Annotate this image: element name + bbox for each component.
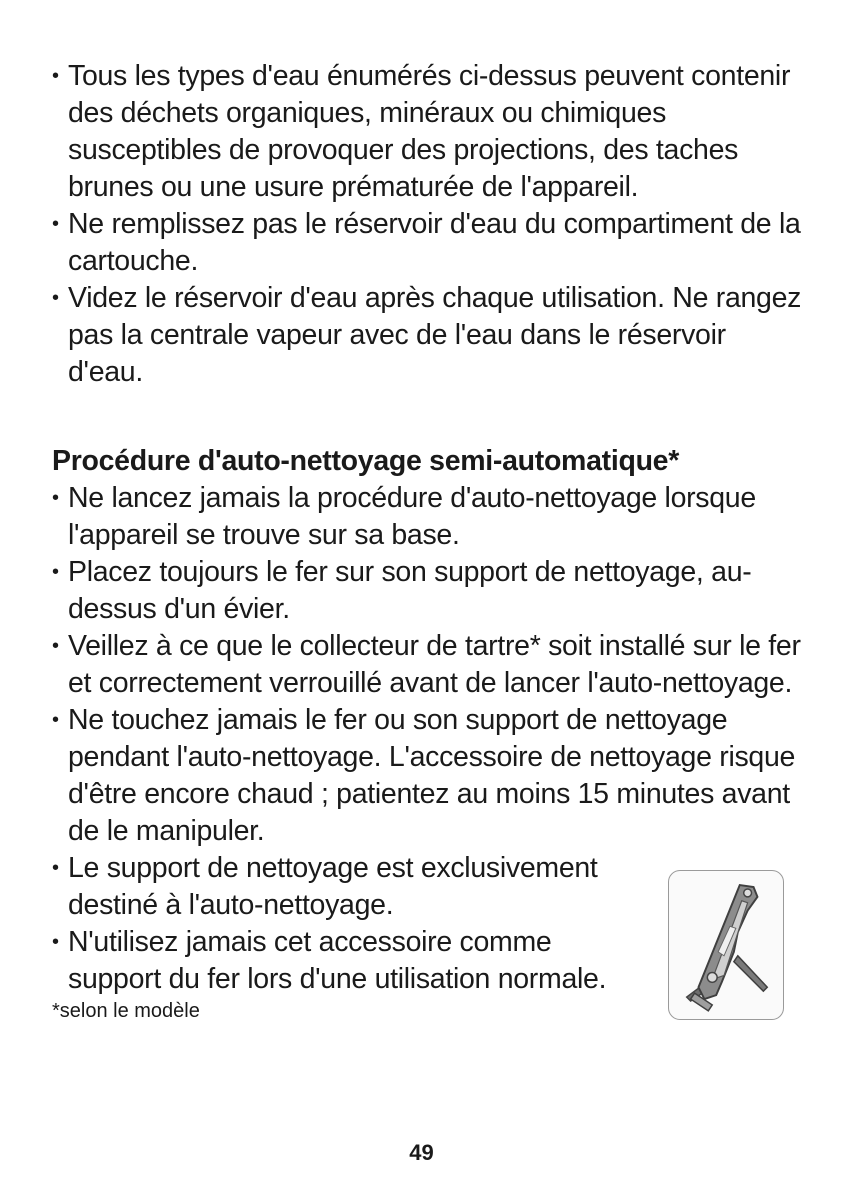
list-item bbox=[52, 280, 808, 391]
list-item bbox=[52, 58, 808, 206]
bullet-text: Videz le réservoir d'eau après chaque utilisation. Ne rangez pas la centrale vapeur avec de l'eau dans le réservoir d'eau. bbox=[68, 282, 802, 388]
bullet-point: • bbox=[52, 635, 59, 657]
cleaning-support-illustration bbox=[668, 870, 784, 1020]
list-item bbox=[52, 850, 658, 924]
page-number: 49 bbox=[409, 1140, 434, 1165]
list-item bbox=[52, 554, 808, 628]
bullet-point: • bbox=[52, 65, 59, 87]
bullet-text: Ne remplissez pas le réservoir d'eau du compartiment de la cartouche. bbox=[68, 208, 801, 277]
list-item bbox=[52, 628, 808, 702]
bullet-point: • bbox=[52, 213, 59, 235]
bullet-text: Le support de nettoyage est exclusivement destiné à l'auto-nettoyage. bbox=[68, 852, 598, 921]
section-heading: Procédure d'auto-nettoyage semi-automatique* bbox=[52, 445, 680, 477]
bullet-text: Veillez à ce que le collecteur de tartre* soit installé sur le fer et correctement verrouillé avant de lancer l'auto-nettoyage. bbox=[68, 630, 801, 699]
bullet-point: • bbox=[52, 857, 59, 879]
bullet-point: • bbox=[52, 561, 59, 583]
bullet-point: • bbox=[52, 931, 59, 953]
bullet-text: Tous les types d'eau énumérés ci-dessus peuvent contenir des déchets organiques, minéraux ou chimiques susceptibles de provoquer des projections, des taches brunes ou une usure prématurée de l'appareil. bbox=[68, 60, 791, 203]
bullet-text: Ne lancez jamais la procédure d'auto-nettoyage lorsque l'appareil se trouve sur sa base. bbox=[68, 482, 756, 551]
bullet-point: • bbox=[52, 287, 59, 309]
list-item bbox=[52, 924, 608, 998]
list-item bbox=[52, 702, 808, 850]
footnote: *selon le modèle bbox=[52, 1000, 200, 1022]
list-item bbox=[52, 206, 808, 280]
list-item bbox=[52, 480, 808, 554]
bullet-point: • bbox=[52, 487, 59, 509]
bullet-text: Placez toujours le fer sur son support de nettoyage, au-dessus d'un évier. bbox=[68, 556, 752, 625]
cleaning-support-icon bbox=[669, 871, 783, 1019]
bullet-text: N'utilisez jamais cet accessoire comme support du fer lors d'une utilisation normale. bbox=[68, 926, 607, 995]
bullet-point: • bbox=[52, 709, 59, 731]
bullet-text: Ne touchez jamais le fer ou son support de nettoyage pendant l'auto-nettoyage. L'accessoire de nettoyage risque d'être encore chaud ; patientez au moins 15 minutes avant de le manipuler. bbox=[68, 704, 796, 847]
water-warnings-list bbox=[52, 58, 802, 391]
